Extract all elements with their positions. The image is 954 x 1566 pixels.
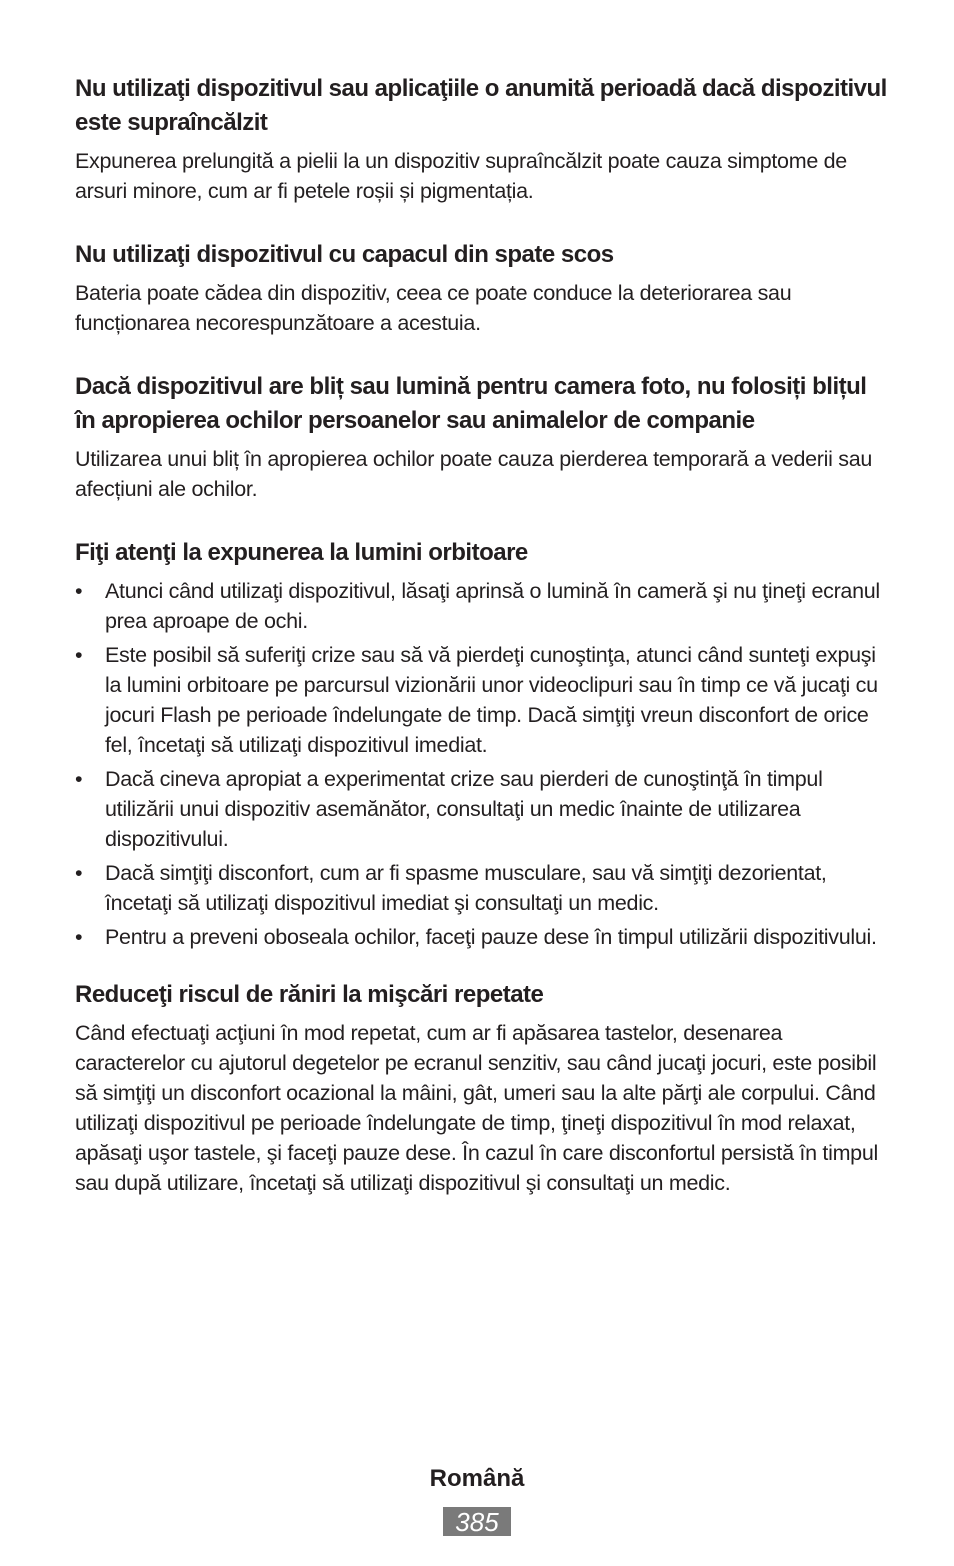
section-body: Expunerea prelungită a pielii la un dispozitiv supraîncălzit poate cauza simptome de arsuri minore, cum ar fi petele roșii și pigmentația. [75,149,847,203]
list-item-text: Pentru a preveni oboseala ochilor, faceţi pauze dese în timpul utilizării dispozitivului. [105,925,877,949]
section-heading: Fiţi atenţi la expunerea la lumini orbitoare [75,539,528,566]
section-back-cover-removed [75,238,890,338]
section-body: Utilizarea unui bliț în apropierea ochilor poate cauza pierderea temporară a vederii sau afecțiuni ale ochilor. [75,447,873,501]
list-item [75,764,890,854]
list-item [75,858,890,918]
bullet-icon: • [75,579,83,603]
footer-language-label: Română [429,1465,525,1492]
document-page [75,72,890,1230]
section-flashing-lights [75,536,890,952]
bullet-list [75,576,890,952]
page-number-badge: 385 [443,1507,511,1536]
bullet-icon: • [75,925,83,949]
list-item-text: Dacă cineva apropiat a experimentat crize sau pierderi de cunoştinţă în timpul utilizării unui dispozitiv asemănător, consultaţi un medic înainte de utilizarea dispozitivului. [105,767,823,851]
section-overheated-device [75,72,890,206]
section-heading: Nu utilizaţi dispozitivul sau aplicaţiile o anumită perioadă dacă dispozitivul este supraîncălzit [75,75,887,136]
list-item [75,922,890,952]
section-heading: Reduceţi riscul de răniri la mişcări repetate [75,981,544,1008]
section-body: Când efectuaţi acţiuni în mod repetat, cum ar fi apăsarea tastelor, desenarea caracterelor cu ajutorul degetelor pe ecranul senzitiv, sau când jucaţi jocuri, este posibil să simţiţi un disconfort ocazional la mâini, gât, umeri sau la alte părţi ale corpului. Când utilizaţi dispozitivul pe perioade îndelungate de timp, ţineţi dispozitivul în mod relaxat, apăsaţi uşor tastele, şi faceţi pauze dese. În cazul în care disconfortul persistă în timpul sau după utilizare, încetaţi să utilizaţi dispozitivul şi consultaţi un medic. [75,1021,878,1195]
bullet-icon: • [75,767,83,791]
list-item-text: Este posibil să suferiţi crize sau să vă pierdeţi cunoştinţa, atunci când sunteţi expuşi la lumini orbitoare pe parcursul vizionării unor videoclipuri sau în timp ce vă jucaţi cu jocuri Flash pe perioade îndelungate de timp. Dacă simţiţi vreun disconfort de orice fel, încetaţi să utilizaţi dispozitivul imediat. [105,643,878,757]
section-camera-flash [75,370,890,504]
bullet-icon: • [75,643,83,667]
list-item [75,576,890,636]
section-body: Bateria poate cădea din dispozitiv, ceea ce poate conduce la deteriorarea sau funcționarea necorespunzătoare a acestuia. [75,281,792,335]
section-heading: Dacă dispozitivul are bliț sau lumină pentru camera foto, nu folosiți blițul în apropierea ochilor persoanelor sau animalelor de companie [75,373,867,434]
section-repetitive-motion [75,978,890,1198]
list-item [75,640,890,760]
bullet-icon: • [75,861,83,885]
list-item-text: Dacă simţiţi disconfort, cum ar fi spasme musculare, sau vă simţiţi dezorientat, încetaţi să utilizaţi dispozitivul imediat şi consultaţi un medic. [105,861,827,915]
list-item-text: Atunci când utilizaţi dispozitivul, lăsaţi aprinsă o lumină în cameră şi nu ţineţi ecranul prea aproape de ochi. [105,579,880,633]
section-heading: Nu utilizaţi dispozitivul cu capacul din spate scos [75,241,614,268]
